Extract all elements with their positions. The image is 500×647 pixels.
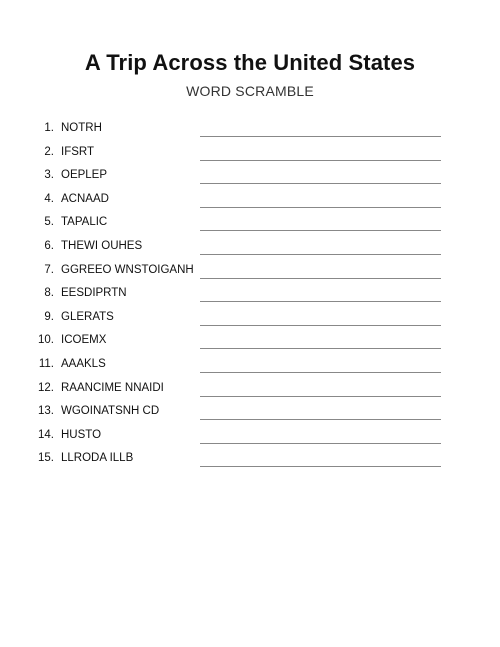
answer-line[interactable]: [200, 348, 441, 349]
item-number: 14.: [38, 428, 54, 441]
list-item: [0, 330, 500, 354]
item-number: 6.: [44, 239, 54, 252]
item-number: 9.: [44, 310, 54, 323]
word-list: [0, 118, 500, 472]
item-number: 5.: [44, 216, 54, 229]
item-number: 15.: [38, 452, 54, 465]
answer-line[interactable]: [200, 372, 441, 373]
item-number: 10.: [38, 334, 54, 347]
scrambled-word: ACNAAD: [61, 192, 109, 205]
list-item: [0, 165, 500, 189]
answer-line[interactable]: [200, 443, 441, 444]
page-title: A Trip Across the United States: [84, 50, 416, 75]
item-number: 7.: [44, 263, 54, 276]
scrambled-word: HUSTO: [61, 428, 102, 441]
item-number: 8.: [44, 287, 54, 300]
answer-line[interactable]: [200, 466, 441, 467]
item-number: 12.: [38, 381, 54, 394]
list-item: [0, 354, 500, 378]
answer-line[interactable]: [200, 419, 441, 420]
answer-line[interactable]: [200, 254, 441, 255]
scrambled-word: IFSRT: [61, 145, 95, 158]
list-item: [0, 236, 500, 260]
answer-line[interactable]: [200, 278, 441, 279]
list-item: [0, 189, 500, 213]
scrambled-word: AAAKLS: [61, 357, 106, 370]
scrambled-word: GLERATS: [61, 310, 114, 323]
item-number: 11.: [38, 357, 54, 370]
scrambled-word: THEWI OUHES: [61, 239, 143, 252]
scrambled-word: LLRODA ILLB: [61, 452, 134, 465]
answer-line[interactable]: [200, 396, 441, 397]
page-subtitle: WORD SCRAMBLE: [186, 83, 314, 99]
list-item: [0, 260, 500, 284]
scrambled-word: GGREEO WNSTOIGANH: [61, 263, 194, 276]
scrambled-word: ICOEMX: [61, 334, 107, 347]
list-item: [0, 118, 500, 142]
item-number: 3.: [44, 169, 54, 182]
scrambled-word: RAANCIME NNAIDI: [61, 381, 164, 394]
item-number: 2.: [44, 145, 54, 158]
scrambled-word: NOTRH: [61, 122, 102, 134]
list-item: [0, 142, 500, 166]
list-item: [0, 283, 500, 307]
list-item: [0, 401, 500, 425]
answer-line[interactable]: [200, 230, 441, 231]
item-number: 1.: [44, 122, 54, 134]
list-item: [0, 307, 500, 331]
answer-line[interactable]: [200, 136, 441, 137]
list-item: [0, 425, 500, 449]
answer-line[interactable]: [200, 183, 441, 184]
answer-line[interactable]: [200, 160, 441, 161]
scrambled-word: OEPLEP: [61, 169, 108, 182]
answer-line[interactable]: [200, 325, 441, 326]
list-item: [0, 212, 500, 236]
scrambled-word: TAPALIC: [61, 216, 108, 229]
item-number: 13.: [38, 405, 54, 418]
scrambled-word: WGOINATSNH CD: [61, 405, 160, 418]
list-item: [0, 448, 500, 472]
answer-line[interactable]: [200, 301, 441, 302]
scrambled-word: EESDIPRTN: [61, 287, 127, 300]
item-number: 4.: [44, 192, 54, 205]
list-item: [0, 378, 500, 402]
answer-line[interactable]: [200, 207, 441, 208]
